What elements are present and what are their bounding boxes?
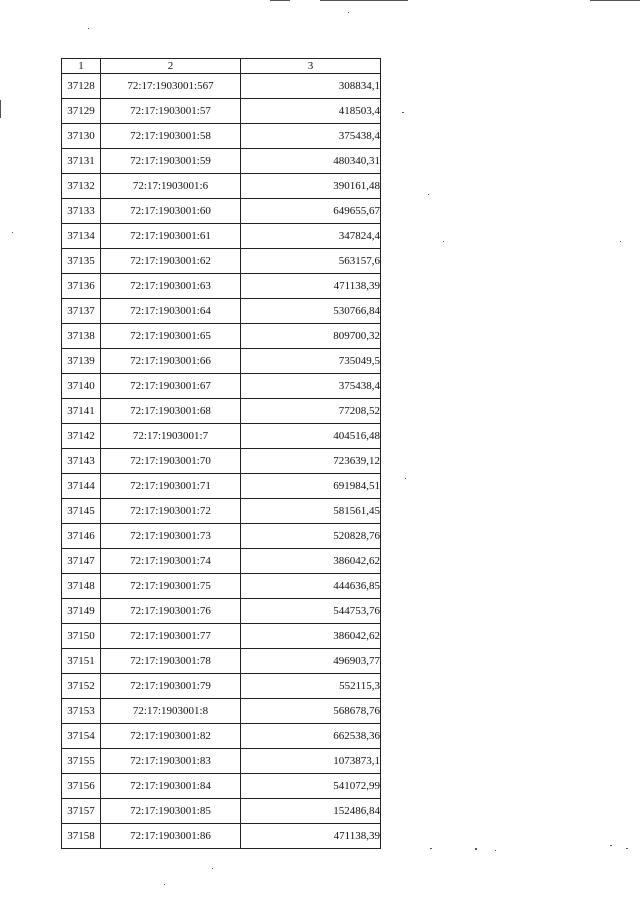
cadastral-number: 72:17:1903001:6	[101, 174, 241, 199]
table-row	[62, 149, 381, 174]
cadastral-value: 375438,4	[241, 374, 381, 399]
table-row	[62, 74, 381, 99]
cadastral-value: 404516,48	[241, 424, 381, 449]
row-number: 37151	[62, 649, 101, 674]
cadastral-value: 662538,36	[241, 724, 381, 749]
row-number: 37138	[62, 324, 101, 349]
cadastral-value: 471138,39	[241, 274, 381, 299]
table-row	[62, 249, 381, 274]
cadastral-value: 347824,4	[241, 224, 381, 249]
scan-artifact	[590, 0, 640, 1]
row-number: 37135	[62, 249, 101, 274]
table-row	[62, 674, 381, 699]
table-row	[62, 174, 381, 199]
scan-artifact	[430, 848, 432, 849]
cadastral-number: 72:17:1903001:63	[101, 274, 241, 299]
table-row	[62, 599, 381, 624]
cadastral-number: 72:17:1903001:58	[101, 124, 241, 149]
cadastral-value: 568678,76	[241, 699, 381, 724]
table-row	[62, 199, 381, 224]
column-header-3: 3	[241, 59, 381, 74]
cadastral-value: 390161,48	[241, 174, 381, 199]
scan-artifact	[12, 232, 13, 233]
row-number: 37133	[62, 199, 101, 224]
row-number: 37144	[62, 474, 101, 499]
cadastral-value: 77208,52	[241, 399, 381, 424]
table-row	[62, 724, 381, 749]
cadastral-number: 72:17:1903001:64	[101, 299, 241, 324]
scan-artifact	[495, 850, 496, 851]
row-number: 37134	[62, 224, 101, 249]
table-row	[62, 799, 381, 824]
cadastral-value: 386042,62	[241, 549, 381, 574]
cadastral-table	[61, 58, 381, 849]
scan-artifact	[626, 848, 628, 849]
cadastral-number: 72:17:1903001:86	[101, 824, 241, 849]
cadastral-value: 809700,32	[241, 324, 381, 349]
cadastral-value: 649655,67	[241, 199, 381, 224]
table-row	[62, 699, 381, 724]
table-row	[62, 99, 381, 124]
cadastral-value: 152486,84	[241, 799, 381, 824]
table-row	[62, 774, 381, 799]
cadastral-number: 72:17:1903001:67	[101, 374, 241, 399]
row-number: 37154	[62, 724, 101, 749]
scan-artifact	[164, 884, 165, 885]
table-row	[62, 324, 381, 349]
cadastral-value: 530766,84	[241, 299, 381, 324]
cadastral-value: 386042,62	[241, 624, 381, 649]
row-number: 37132	[62, 174, 101, 199]
cadastral-number: 72:17:1903001:57	[101, 99, 241, 124]
scan-artifact	[348, 12, 349, 13]
table-row	[62, 374, 381, 399]
cadastral-number: 72:17:1903001:76	[101, 599, 241, 624]
cadastral-value: 544753,76	[241, 599, 381, 624]
cadastral-number: 72:17:1903001:7	[101, 424, 241, 449]
table-body	[62, 74, 381, 849]
row-number: 37155	[62, 749, 101, 774]
row-number: 37142	[62, 424, 101, 449]
cadastral-number: 72:17:1903001:85	[101, 799, 241, 824]
scan-artifact	[405, 478, 406, 479]
scan-artifact	[443, 241, 444, 242]
cadastral-value: 541072,99	[241, 774, 381, 799]
row-number: 37129	[62, 99, 101, 124]
scan-artifact	[270, 0, 290, 1]
row-number: 37139	[62, 349, 101, 374]
row-number: 37145	[62, 499, 101, 524]
cadastral-number: 72:17:1903001:75	[101, 574, 241, 599]
cadastral-value: 471138,39	[241, 824, 381, 849]
row-number: 37158	[62, 824, 101, 849]
table-row	[62, 224, 381, 249]
table-row	[62, 424, 381, 449]
cadastral-value: 520828,76	[241, 524, 381, 549]
cadastral-value: 308834,1	[241, 74, 381, 99]
scan-artifact	[610, 845, 612, 846]
row-number: 37153	[62, 699, 101, 724]
table-row	[62, 749, 381, 774]
cadastral-value: 418503,4	[241, 99, 381, 124]
table-row	[62, 499, 381, 524]
cadastral-number: 72:17:1903001:74	[101, 549, 241, 574]
column-header-2: 2	[101, 59, 241, 74]
scan-artifact	[475, 848, 477, 850]
cadastral-value: 496903,77	[241, 649, 381, 674]
table-row	[62, 649, 381, 674]
row-number: 37150	[62, 624, 101, 649]
row-number: 37148	[62, 574, 101, 599]
cadastral-number: 72:17:1903001:567	[101, 74, 241, 99]
cadastral-number: 72:17:1903001:60	[101, 199, 241, 224]
cadastral-number: 72:17:1903001:62	[101, 249, 241, 274]
table-row	[62, 524, 381, 549]
row-number: 37136	[62, 274, 101, 299]
cadastral-value: 1073873,1	[241, 749, 381, 774]
cadastral-number: 72:17:1903001:72	[101, 499, 241, 524]
table-row	[62, 274, 381, 299]
scan-artifact	[320, 0, 408, 1]
cadastral-value: 552115,3	[241, 674, 381, 699]
scan-artifact	[402, 112, 404, 113]
row-number: 37128	[62, 74, 101, 99]
row-number: 37149	[62, 599, 101, 624]
cadastral-value: 723639,12	[241, 449, 381, 474]
cadastral-number: 72:17:1903001:68	[101, 399, 241, 424]
cadastral-number: 72:17:1903001:65	[101, 324, 241, 349]
row-number: 37140	[62, 374, 101, 399]
cadastral-value: 581561,45	[241, 499, 381, 524]
table-row	[62, 399, 381, 424]
cadastral-number: 72:17:1903001:73	[101, 524, 241, 549]
table-row	[62, 124, 381, 149]
row-number: 37152	[62, 674, 101, 699]
cadastral-value: 563157,6	[241, 249, 381, 274]
row-number: 37131	[62, 149, 101, 174]
table-row	[62, 299, 381, 324]
scan-artifact	[88, 28, 89, 29]
row-number: 37146	[62, 524, 101, 549]
table-row	[62, 474, 381, 499]
cadastral-value: 735049,5	[241, 349, 381, 374]
cadastral-number: 72:17:1903001:79	[101, 674, 241, 699]
cadastral-value: 691984,51	[241, 474, 381, 499]
cadastral-value: 444636,85	[241, 574, 381, 599]
table-row	[62, 349, 381, 374]
cadastral-number: 72:17:1903001:61	[101, 224, 241, 249]
cadastral-number: 72:17:1903001:78	[101, 649, 241, 674]
row-number: 37143	[62, 449, 101, 474]
cadastral-number: 72:17:1903001:66	[101, 349, 241, 374]
row-number: 37137	[62, 299, 101, 324]
cadastral-number: 72:17:1903001:83	[101, 749, 241, 774]
row-number: 37147	[62, 549, 101, 574]
cadastral-number: 72:17:1903001:8	[101, 699, 241, 724]
cadastral-value: 480340,31	[241, 149, 381, 174]
cadastral-number: 72:17:1903001:82	[101, 724, 241, 749]
cadastral-number: 72:17:1903001:59	[101, 149, 241, 174]
scan-artifact	[428, 194, 429, 195]
cadastral-value: 375438,4	[241, 124, 381, 149]
cadastral-number: 72:17:1903001:70	[101, 449, 241, 474]
row-number: 37130	[62, 124, 101, 149]
table-row	[62, 574, 381, 599]
column-header-1: 1	[62, 59, 101, 74]
scan-artifact	[620, 241, 621, 242]
cadastral-number: 72:17:1903001:84	[101, 774, 241, 799]
table-row	[62, 824, 381, 849]
scan-artifact	[212, 868, 213, 869]
table-row	[62, 624, 381, 649]
row-number: 37157	[62, 799, 101, 824]
row-number: 37141	[62, 399, 101, 424]
table-header-row	[62, 59, 381, 74]
scan-artifact	[0, 100, 1, 118]
cadastral-number: 72:17:1903001:77	[101, 624, 241, 649]
row-number: 37156	[62, 774, 101, 799]
cadastral-number: 72:17:1903001:71	[101, 474, 241, 499]
table-row	[62, 549, 381, 574]
table-row	[62, 449, 381, 474]
